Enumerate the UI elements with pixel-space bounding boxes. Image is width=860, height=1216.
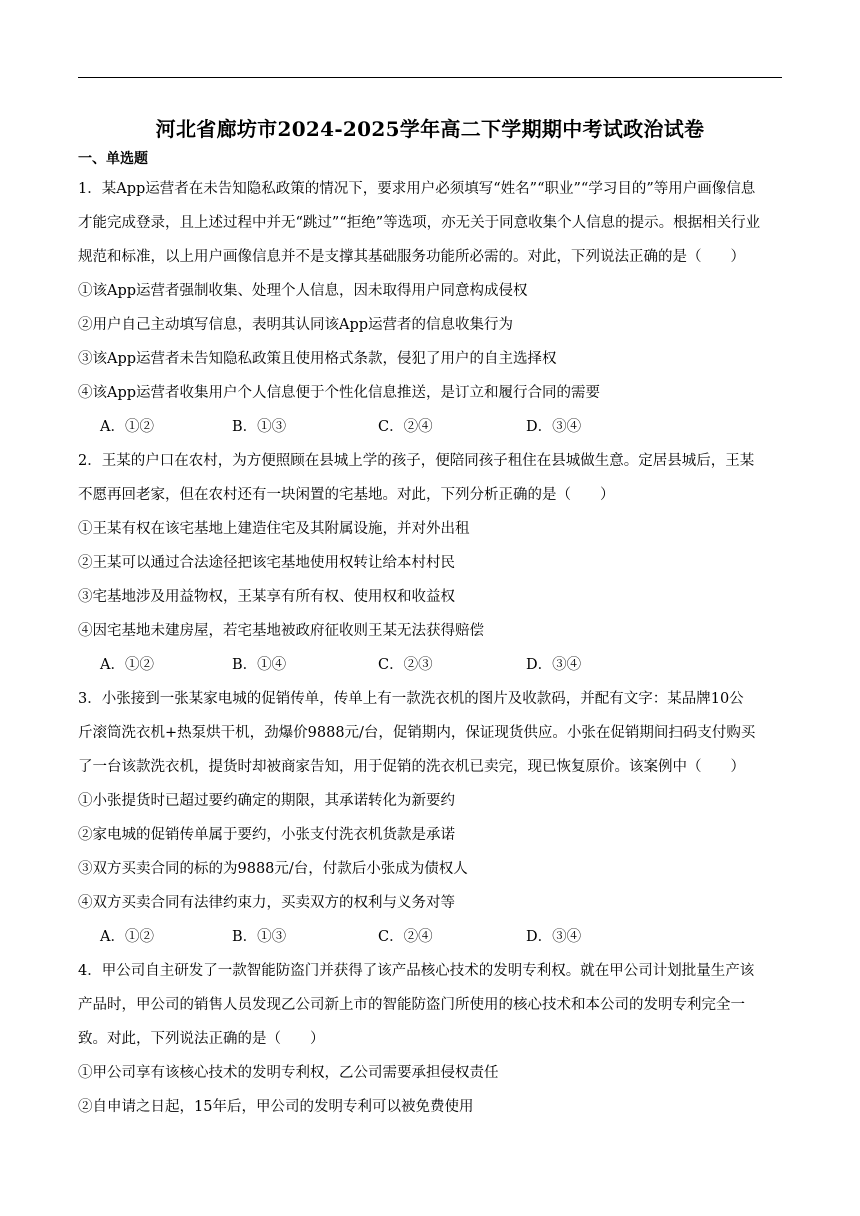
question-stem-line: 2．王某的户口在农村，为方便照顾在县城上学的孩子，便陪同孩子租住在县城做生意。定居县城后，王某 (78, 453, 755, 469)
question-stem-line: 才能完成登录，且上述过程中并无“跳过”“拒绝”等选项，亦无关于同意收集个人信息的提示。根据相关行业 (78, 215, 761, 231)
answer-options (78, 920, 782, 954)
statement-item: ①甲公司享有该核心技术的发明专利权，乙公司需要承担侵权责任 (78, 1065, 499, 1081)
answer-options (78, 648, 782, 682)
statement-item: ②家电城的促销传单属于要约，小张支付洗衣机货款是承诺 (78, 827, 455, 843)
statement-item: ④双方买卖合同有法律约束力，买卖双方的权利与义务对等 (78, 895, 455, 911)
statement-item: ①小张提货时已超过要约确定的期限，其承诺转化为新要约 (78, 793, 455, 809)
option-b: B．①③ (232, 929, 287, 945)
question-stem-line: 致。对此，下列说法正确的是（ ） (78, 1031, 325, 1047)
question-2 (78, 444, 782, 682)
question-stem-line: 产品时，甲公司的销售人员发现乙公司新上市的智能防盗门所使用的核心技术和本公司的发明专利完全一 (78, 997, 745, 1013)
question-3 (78, 682, 782, 954)
statement-item: ③双方买卖合同的标的为9888元/台，付款后小张成为债权人 (78, 861, 468, 877)
question-stem-line: 规范和标准，以上用户画像信息并不是支撑其基础服务功能所必需的。对此，下列说法正确的是（ ） (78, 249, 745, 265)
question-4 (78, 954, 782, 1124)
exam-title: 河北省廊坊市2024-2025学年高二下学期期中考试政治试卷 (155, 117, 705, 141)
option-b: B．①④ (232, 657, 287, 673)
answer-options (78, 410, 782, 444)
question-stem-line: 了一台该款洗衣机，提货时却被商家告知，用于促销的洗衣机已卖完，现已恢复原价。该案例中（ ） (78, 759, 745, 775)
question-stem-line: 不愿再回老家，但在农村还有一块闲置的宅基地。对此，下列分析正确的是（ ） (78, 487, 615, 503)
section-heading: 一、单选题 (78, 151, 148, 167)
option-b: B．①③ (232, 419, 287, 435)
question-1 (78, 172, 782, 444)
question-list (78, 172, 782, 1124)
statement-item: ③该App运营者未告知隐私政策且使用格式条款，侵犯了用户的自主选择权 (78, 351, 557, 367)
statement-item: ②用户自己主动填写信息，表明其认同该App运营者的信息收集行为 (78, 317, 514, 333)
option-a: A．①② (100, 419, 154, 435)
statement-item: ③宅基地涉及用益物权，王某享有所有权、使用权和收益权 (78, 589, 455, 605)
statement-item: ②王某可以通过合法途径把该宅基地使用权转让给本村村民 (78, 555, 455, 571)
option-d: D．③④ (526, 419, 582, 435)
statement-item: ②自申请之日起，15年后，甲公司的发明专利可以被免费使用 (78, 1099, 474, 1115)
question-stem-line: 3．小张接到一张某家电城的促销传单，传单上有一款洗衣机的图片及收款码，并配有文字：某品牌10公 (78, 691, 744, 707)
question-stem-line: 1．某App运营者在未告知隐私政策的情况下，要求用户必须填写“姓名”“职业”“学习目的”等用户画像信息 (78, 181, 756, 197)
option-c: C．②③ (378, 657, 433, 673)
option-a: A．①② (100, 929, 154, 945)
statement-item: ④因宅基地未建房屋，若宅基地被政府征收则王某无法获得赔偿 (78, 623, 484, 639)
option-a: A．①② (100, 657, 154, 673)
header-rule (78, 77, 782, 78)
question-stem-line: 4．甲公司自主研发了一款智能防盗门并获得了该产品核心技术的发明专利权。就在甲公司计划批量生产该 (78, 963, 755, 979)
statement-item: ①该App运营者强制收集、处理个人信息，因未取得用户同意构成侵权 (78, 283, 528, 299)
option-d: D．③④ (526, 657, 582, 673)
option-c: C．②④ (378, 929, 433, 945)
option-d: D．③④ (526, 929, 582, 945)
option-c: C．②④ (378, 419, 433, 435)
statement-item: ①王某有权在该宅基地上建造住宅及其附属设施，并对外出租 (78, 521, 470, 537)
statement-item: ④该App运营者收集用户个人信息便于个性化信息推送，是订立和履行合同的需要 (78, 385, 601, 401)
question-stem-line: 斤滚筒洗衣机+热泵烘干机，劲爆价9888元/台，促销期内，保证现货供应。小张在促销期间扫码支付购买 (78, 725, 756, 741)
